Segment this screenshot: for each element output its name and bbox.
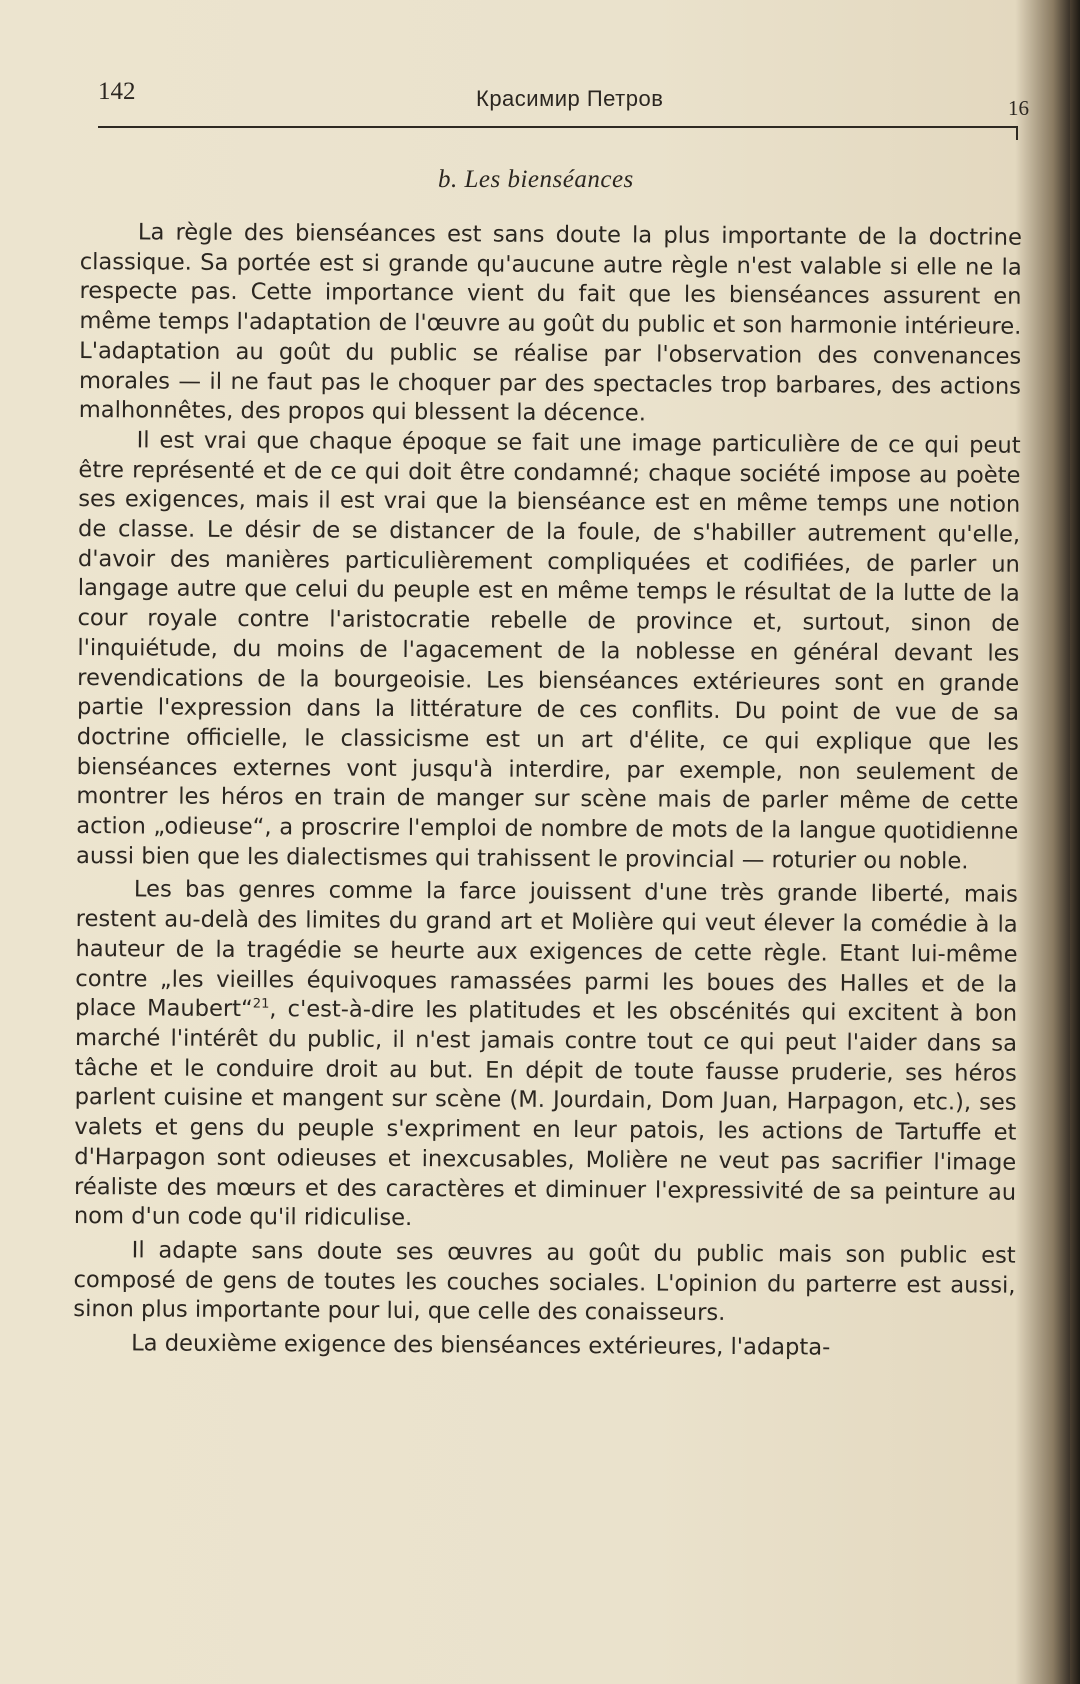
paragraph: La règle des bienséances est sans doute la plus importante de la doctrine classique. Sa portée est si grande qu'aucune autre règle n'est valable si elle ne la respecte pas. Cette importance vient du fait que les bienséances assurent en même temps l'adaptation de l'œuvre au goût du public et son harmonie intérieure. L'adaptation au goût du public se réalise par l'observation des convenances morales — il ne faut pas le choquer par des spectacles trop barbares, des actions malhonnêtes, des propos qui blessent la décence. [78, 219, 1022, 427]
page-header [98, 78, 1029, 120]
running-head: Красимир Петров [476, 86, 664, 111]
book-spine-shadow [1070, 0, 1080, 1684]
header-rule-end [996, 126, 1018, 140]
paragraph-text: Les bas genres comme la farce jouissent d'une très grande liberté, mais restent au-delà des limites du grand art et Molière qui veut élever la comédie à la hauteur de la tragédie se heurte aux exigences de cette règle. Etant lui-même contre „les vieilles équivoques ramassées parmi les boues des Halles et de la place Maubert“ [75, 876, 1018, 1023]
paragraph [74, 875, 1018, 1237]
paragraph-text: , c'est-à-dire les platitudes et les obscénités qui excitent à bon marché l'intérêt du public, il n'est jamais contre tout ce qui peut l'aider dans sa tâche et le conduire droit au but. En dépit de toute fausse pruderie, ses héros parlent cuisine et mangent sur scène (M. Jourdain, Dom Juan, Harpagon, etc.), ses valets et gens du peuple s'expriment en leur patois, les actions de Tartuffe et d'Harpagon sont odieuses et inexcusables, Molière ne veut pas sacrifier l'image réaliste des mœurs et des caractères et diminuer l'expressivité de sa peinture au nom d'un code qu'il ridiculise. [73, 996, 1018, 1232]
header-rule [98, 126, 998, 128]
footnote-reference[interactable]: 21 [252, 996, 270, 1012]
page-number: 142 [98, 78, 136, 105]
signature-mark: 16 [1008, 96, 1029, 120]
section-title: b. Les bienséances [438, 166, 634, 193]
paragraph: La deuxième exigence des bienséances extérieures, l'adapta- [131, 1330, 831, 1361]
paragraph: Il adapte sans doute ses œuvres au goût du public mais son public est composé de gens de toutes les couches sociales. L'opinion du parterre est aussi, sinon plus importante pour lui, que celle des conaisseurs. [73, 1237, 1016, 1327]
paragraph: Il est vrai que chaque époque se fait une image particulière de ce qui peut être représenté et de ce qui doit être condamné; chaque société impose au poète ses exigences, mais il est vrai que la bienséance est en même temps une notion de classe. Le désir de se distancer de la foule, de s'habiller autrement qu'elle, d'avoir des manières particulièrement compliquées et codifiées, de parler un langage autre que celui du peuple est en même temps le résultat de la lutte de la cour royale contre l'aristocratie rebelle de province et, surtout, sinon de l'inquiétude, du moins de l'agacement de la noblesse en général devant les revendications de la bourgeoisie. Les bienséances extérieures sont en grande partie l'expression dans la littérature de ces conflits. Du point de vue de sa doctrine officielle, le classicisme est un art d'élite, ce qui explique que les bienséances externes vont jusqu'à interdire, par exemple, non seulement de montrer les héros en train de manger sur scène mais de parler même de cette action „odieuse“, a proscrire l'emploi de nombre de mots de la langue quotidienne aussi bien que les dialectismes qui trahissent le provincial — roturier ou noble. [76, 427, 1021, 875]
body-text [73, 218, 1022, 1364]
